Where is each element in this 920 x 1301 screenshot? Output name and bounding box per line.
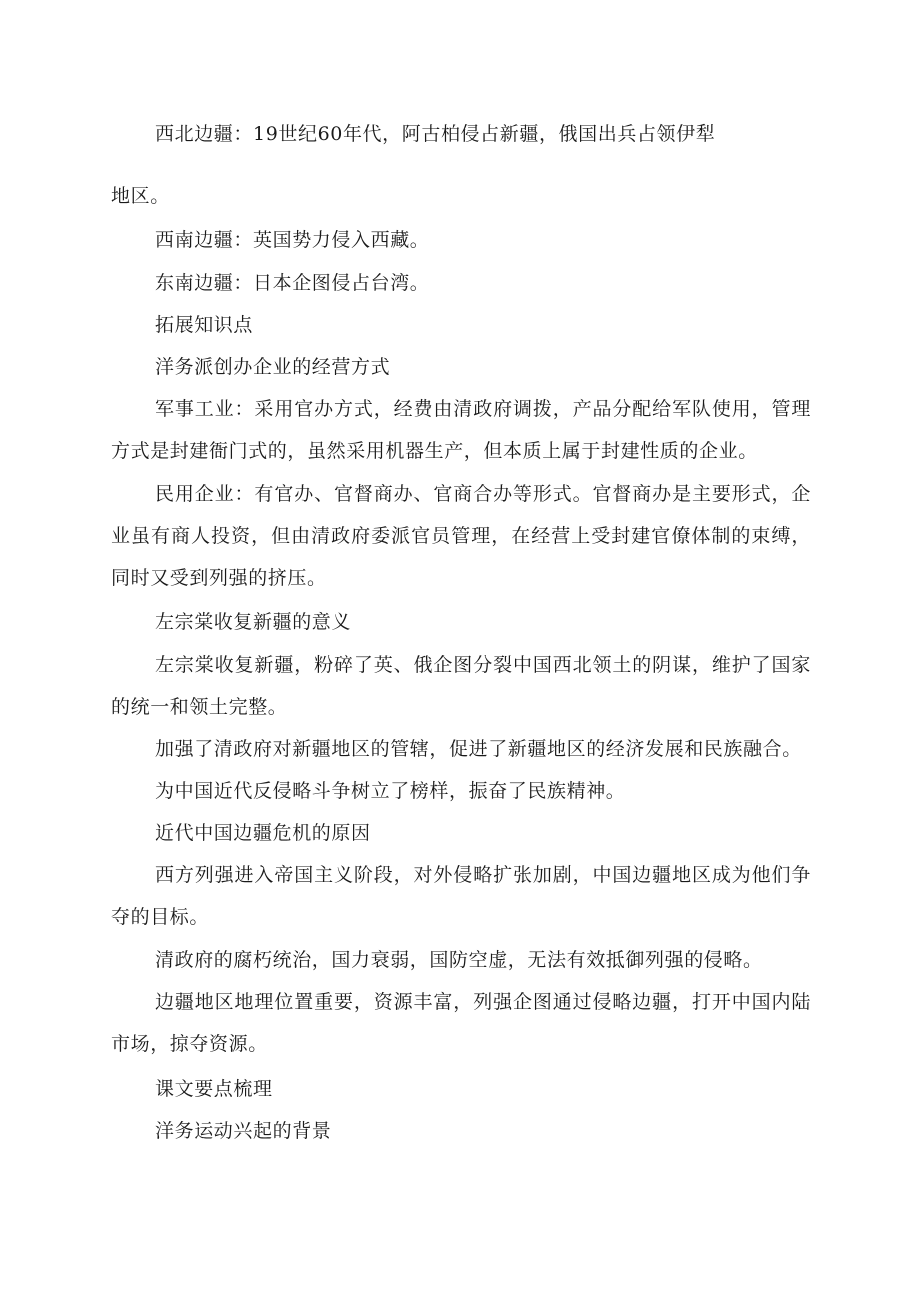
paragraph-southeast-frontier: 东南边疆：日本企图侵占台湾。	[155, 272, 430, 294]
paragraph-southwest-frontier: 西南边疆：英国势力侵入西藏。	[155, 229, 430, 251]
heading-westernization-background: 洋务运动兴起的背景	[155, 1120, 332, 1142]
heading-lesson-key-points: 课文要点梳理	[155, 1078, 273, 1100]
paragraph-imperialism-stage: 西方列强进入帝国主义阶段，对外侵略扩张加剧，中国边疆地区成为他们争夺的目标。	[111, 864, 811, 928]
paragraph-northwest-frontier: 西北边疆：19世纪60年代，阿古柏侵占新疆，俄国出兵占领伊犁	[155, 123, 716, 145]
heading-xinjiang-significance: 左宗棠收复新疆的意义	[155, 611, 352, 633]
heading-frontier-crisis-causes: 近代中国边疆危机的原因	[155, 822, 371, 844]
paragraph-anti-aggression-model: 为中国近代反侵略斗争树立了榜样，振奋了民族精神。	[155, 780, 626, 802]
paragraph-military-industry: 军事工业：采用官办方式，经费由清政府调拨，产品分配给军队使用，管理方式是封建衙门式的，虽然采用机器生产，但本质上属于封建性质的企业。	[111, 398, 811, 462]
paragraph-strengthen-governance: 加强了清政府对新疆地区的管辖，促进了新疆地区的经济发展和民族融合。	[155, 738, 802, 760]
heading-enterprise-management: 洋务派创办企业的经营方式	[155, 356, 391, 378]
paragraph-frontier-importance: 边疆地区地理位置重要，资源丰富，列强企图通过侵略边疆，打开中国内陆市场，掠夺资源。	[111, 991, 811, 1055]
paragraph-northwest-frontier-cont: 地区。	[111, 185, 170, 207]
paragraph-qing-decay: 清政府的腐朽统治，国力衰弱，国防空虚，无法有效抵御列强的侵略。	[155, 949, 763, 971]
heading-extended-knowledge: 拓展知识点	[155, 314, 254, 336]
paragraph-xinjiang-recovery: 左宗棠收复新疆，粉碎了英、俄企图分裂中国西北领土的阴谋，维护了国家的统一和领土完整。	[111, 654, 811, 718]
paragraph-civil-enterprise: 民用企业：有官办、官督商办、官商合办等形式。官督商办是主要形式，企业虽有商人投资，但由清政府委派官员管理，在经营上受封建官僚体制的束缚，同时又受到列强的挤压。	[111, 483, 811, 589]
